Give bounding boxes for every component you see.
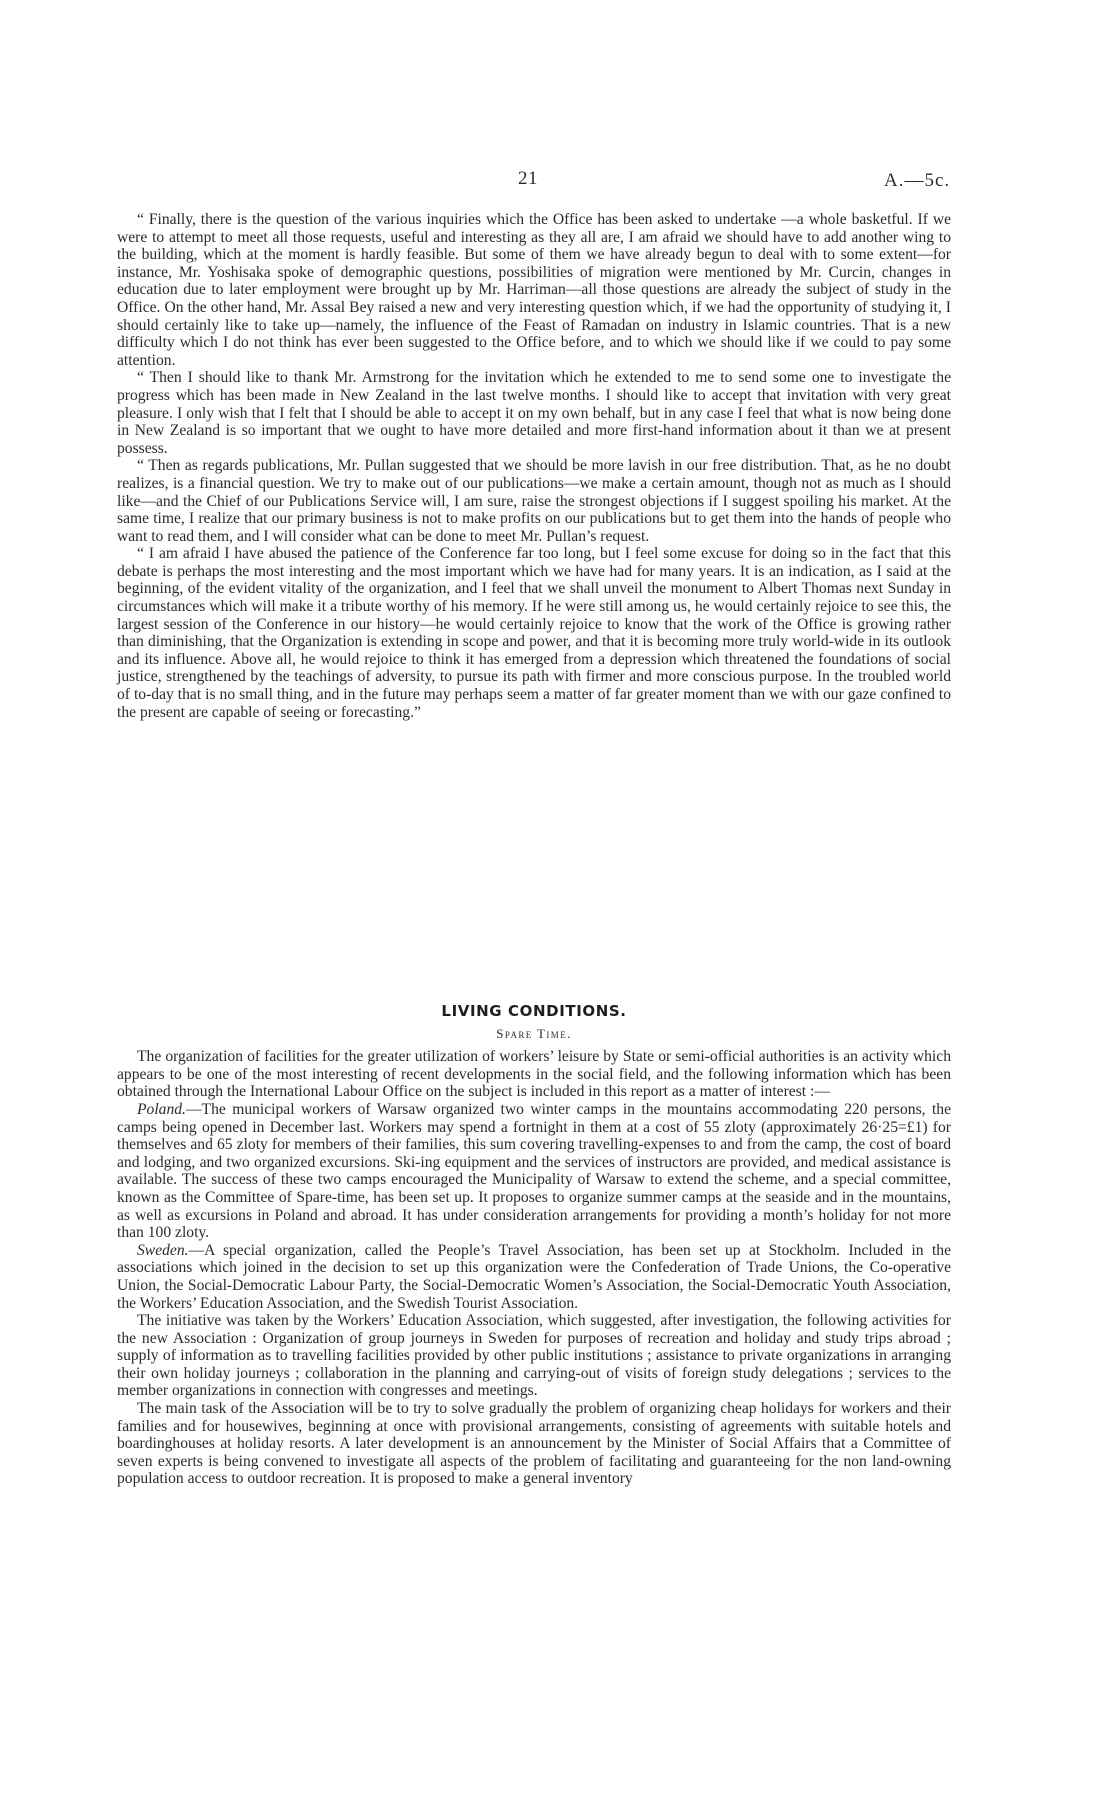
page-number: 21 (518, 168, 538, 189)
poland-text: —The municipal workers of Warsaw organized two winter camps in the mountains accommodating 220 persons, the camps being opened in December last. Workers may spend a fortnight in them at a cost of 55 zloty (approximately 26·25=£1) for themselves and 65 zloty for members of their families, this sum covering travelling-expenses to and from the camp, the cost of board and lodging, and two organized excursions. Ski-ing equipment and the services of instructors are provided, and medical assistance is available. The success of these two camps encouraged the Municipality of Warsaw to extend the scheme, and a special committee, known as the Committee of Spare-time, has been set up. It proposes to organize summer camps at the seaside and in the mountains, as well as excursions in Poland and abroad. It has under consideration arrangements for providing a month’s holiday for not more than 100 zloty. (117, 1100, 951, 1242)
paragraph-intro: The organization of facilities for the greater utilization of workers’ leisure by State or semi-official authorities is an activity which appears to be one of the most interesting of recent developments in the social field, and the following information which has been obtained through the International Labour Office on the subject is included in this report as a matter of interest :— (117, 1048, 951, 1101)
country-label-poland: Poland. (137, 1100, 186, 1118)
section-subheading: Spare Time. (496, 1025, 572, 1041)
paragraph-poland (117, 1101, 951, 1242)
paragraph-initiative: The initiative was taken by the Workers’ Education Association, which suggested, after investigation, the following activities for the new Association : Organization of group journeys in Sweden for purposes of recreation and holiday and study trips abroad ; supply of information as to travelling facilities provided by other public institutions ; assistance to private organizations in arranging their own holiday journeys ; collaboration in the planning and carrying-out of visits of foreign study delegations ; services to the member organizations in connection with congresses and meetings. (117, 1312, 951, 1400)
paragraph-conclusion: “ I am afraid I have abused the patience of the Conference far too long, but I feel some excuse for doing so in the fact that this debate is perhaps the most interesting and the most important which we have had for many years. It is an indication, as I said at the beginning, of the evident vitality of the organization, and I feel that we shall unveil the monument to Albert Thomas next Sunday in circumstances which will make it a tribute worthy of his memory. If he were still among us, he would certainly rejoice to see this, the largest session of the Conference in our history—he would certainly rejoice to know that the work of the Office is growing rather than diminishing, that the Organization is extending in scope and power, and that it is becoming more truly world-wide in its outlook and its influence. Above all, he would rejoice to think it has emerged from a depression which threatened the foundations of social justice, strengthened by the teachings of adversity, to pursue its path with firmer and more conscious purpose. In the troubled world of to-day that is no small thing, and in the future may perhaps seem a matter of far greater moment than we with our gaze confined to the present are capable of seeing or forecasting.” (117, 545, 951, 721)
section-heading: LIVING CONDITIONS. (441, 1002, 627, 1020)
country-label-sweden: Sweden. (137, 1241, 189, 1259)
quoted-speech (117, 211, 951, 721)
paragraph-inquiries: “ Finally, there is the question of the various inquiries which the Office has been asked to undertake —a whole basketful. If we were to attempt to meet all those requests, useful and interesting as they all are, I am afraid we should have to add another wing to the building, which at the moment is hardly feasible. But some of them we have already begun to deal with to some extent—for instance, Mr. Yoshisaka spoke of demographic questions, possibilities of migration were mentioned by Mr. Curcin, changes in education due to later employment were brought up by Mr. Harriman—all those questions are already the subject of study in the Office. On the other hand, Mr. Assal Bey raised a new and very interesting question which, if we had the opportunity of studying it, I should certainly like to take up—namely, the influence of the Feast of Ramadan on industry in Islamic countries. That is a new difficulty which I do not think has ever been suggested to the Office before, and to which we should like if we could to pay some attention. (117, 211, 951, 369)
paragraph-sweden (117, 1242, 951, 1312)
paragraph-publications: “ Then as regards publications, Mr. Pullan suggested that we should be more lavish in our free distribution. That, as he no doubt realizes, is a financial question. We try to make out of our publications—we make a certain amount, though not as much as I should like—and the Chief of our Publications Service will, I am sure, raise the strongest objections if I suggest spoiling his market. At the same time, I realize that our primary business is not to make profits on our publications but to get them into the hands of people who want to read them, and I will consider what can be done to meet Mr. Pullan’s request. (117, 457, 951, 545)
sweden-text: —A special organization, called the People’s Travel Association, has been set up at Stockholm. Included in the associations which joined in the decision to set up this organization were the Confederation of Trade Unions, the Co-operative Union, the Social-Democratic Labour Party, the Social-Democratic Women’s Association, the Social-Democratic Youth Association, the Workers’ Education Association, and the Swedish Tourist Association. (117, 1241, 951, 1312)
paragraph-new-zealand: “ Then I should like to thank Mr. Armstrong for the invitation which he extended to me to send some one to investigate the progress which has been made in New Zealand in the last twelve months. I should like to accept that invitation with very great pleasure. I only wish that I felt that I should be able to accept it on my own behalf, but in any case I feel that what is now being done in New Zealand is so important that we ought to have more detailed and more first-hand information about it than we at present possess. (117, 369, 951, 457)
document-reference: A.—5c. (884, 170, 951, 191)
living-conditions-section (117, 1003, 951, 1488)
paragraph-main-task: The main task of the Association will be to try to solve gradually the problem of organizing cheap holidays for workers and their families and for housewives, beginning at once with provisional arrangements, consisting of agreements with suitable hotels and boardinghouses at holiday resorts. A later development is an announcement by the Minister of Social Affairs that a Committee of seven experts is being convened to investigate all aspects of the problem of facilitating and guaranteeing for the non land-owning population access to outdoor recreation. It is proposed to make a general inventory (117, 1400, 951, 1488)
